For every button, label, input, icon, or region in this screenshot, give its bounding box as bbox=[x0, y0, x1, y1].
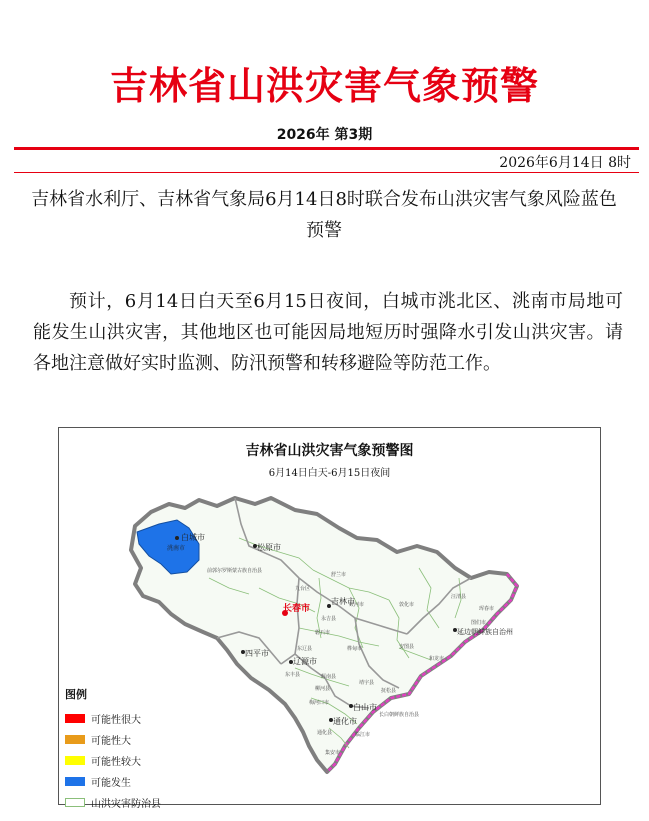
legend-item bbox=[65, 792, 161, 813]
county-label: 靖宇县 bbox=[359, 680, 375, 686]
label-yanbian: 延边朝鲜族自治州 bbox=[457, 628, 513, 636]
county-label: 桦甸市 bbox=[347, 646, 363, 652]
legend-label: 可能性较大 bbox=[91, 757, 141, 768]
county-label: 磐石市 bbox=[315, 630, 331, 636]
map-title: 吉林省山洪灾害气象预警图 bbox=[245, 443, 414, 459]
legend-item bbox=[65, 771, 161, 792]
legend-item bbox=[65, 750, 161, 771]
issue-date: 2026年6月14日 8时 bbox=[499, 155, 631, 171]
header-divider bbox=[14, 147, 639, 150]
county-label: 柳河县 bbox=[315, 686, 331, 692]
label-baishan: 白山市 bbox=[353, 703, 377, 712]
county-label: 图们市 bbox=[471, 620, 487, 626]
county-label: 敦化市 bbox=[399, 602, 415, 608]
map-legend bbox=[65, 686, 161, 813]
legend-label: 山洪灾害防治县 bbox=[91, 799, 161, 810]
county-label: 和龙市 bbox=[429, 656, 445, 662]
county-label: 东辽县 bbox=[297, 646, 313, 652]
county-label: 汪清县 bbox=[451, 594, 467, 600]
county-label: 长白朝鲜族自治县 bbox=[379, 712, 420, 718]
legend-swatch-yellow bbox=[65, 756, 85, 765]
county-label: 珲春市 bbox=[479, 606, 495, 612]
county-label: 蛟河市 bbox=[349, 602, 365, 608]
warning-headline: 吉林省水利厅、吉林省气象局6月14日8时联合发布山洪灾害气象风险蓝色预警 bbox=[31, 189, 617, 241]
legend-item bbox=[65, 708, 161, 729]
county-label: 梅河口市 bbox=[309, 700, 330, 706]
county-label: 安图县 bbox=[399, 644, 415, 650]
county-label: 临江市 bbox=[355, 732, 371, 738]
issue-number: 2026年 第3期 bbox=[276, 127, 373, 143]
label-jilin: 吉林市 bbox=[331, 597, 355, 606]
legend-label: 可能性很大 bbox=[91, 715, 141, 726]
map-subtitle: 6月14日白天-6月15日夜间 bbox=[268, 468, 391, 479]
legend-title: 图例 bbox=[65, 688, 87, 701]
county-label: 抚松县 bbox=[381, 688, 397, 694]
date-divider bbox=[14, 172, 639, 173]
county-label: 永吉县 bbox=[321, 616, 337, 622]
warning-body: 预计，6月14日白天至6月15日夜间，白城市洮北区、洮南市局地可能发生山洪灾害，其他地区也可能因局地短历时强降水引发山洪灾害。请各地注意做好实时监测、防汛预警和转移避险等防范工作。 bbox=[33, 291, 623, 374]
baicheng-marker bbox=[175, 536, 179, 540]
legend-label: 可能发生 bbox=[91, 778, 131, 789]
county-label: 集安市 bbox=[325, 750, 341, 756]
label-siping: 四平市 bbox=[245, 649, 269, 658]
legend-swatch-outline bbox=[65, 798, 85, 807]
county-label: 通化县 bbox=[317, 730, 333, 736]
legend-swatch-red bbox=[65, 714, 85, 723]
county-label: 前郭尔罗斯蒙古族自治县 bbox=[207, 568, 263, 574]
document-title: 吉林省山洪灾害气象预警 bbox=[109, 63, 539, 108]
county-label: 舒兰市 bbox=[331, 572, 347, 578]
label-songyuan: 松原市 bbox=[257, 543, 281, 552]
legend-swatch-orange bbox=[65, 735, 85, 744]
label-liaoyuan: 辽源市 bbox=[293, 657, 317, 666]
label-changchun: 长春市 bbox=[283, 604, 311, 614]
county-label: 东丰县 bbox=[285, 672, 301, 678]
county-label: 辉南县 bbox=[321, 674, 337, 680]
label-tonghua: 通化市 bbox=[333, 717, 357, 726]
county-label: 九台区 bbox=[295, 586, 311, 592]
label-taonan: 洮南市 bbox=[167, 545, 186, 552]
legend-label: 可能性大 bbox=[91, 736, 131, 747]
label-baicheng: 白城市 bbox=[181, 533, 205, 542]
legend-swatch-blue bbox=[65, 777, 85, 786]
warning-map bbox=[58, 427, 601, 810]
legend-item bbox=[65, 729, 161, 750]
